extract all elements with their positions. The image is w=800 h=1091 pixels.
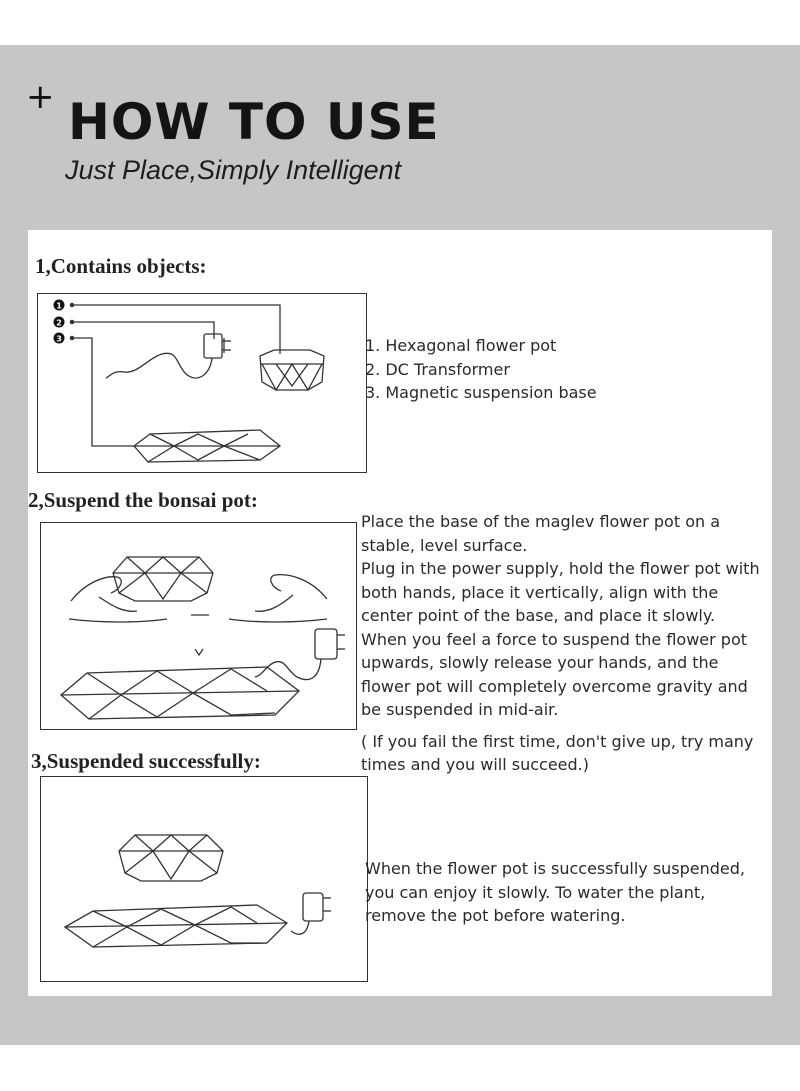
hands-holding-pot-icon [69,557,327,622]
marker-1-label: 1 [56,301,62,311]
page-subtitle: Just Place,Simply Intelligent [65,155,402,185]
down-arrow-icon [195,649,203,655]
transformer-icon [255,629,345,680]
suspend-instructions [361,510,771,777]
suspended-text: When the flower pot is successfully suspended, you can enjoy it slowly. To water the plant, remove the pot before watering. [365,859,746,925]
instructions-card [28,230,772,996]
suspension-base-icon [61,667,299,719]
plus-icon: + [26,77,55,117]
contents-item-2: 2. DC Transformer [365,359,510,379]
suspend-step-1: Place the base of the maglev flower pot on a stable, level surface. [361,512,721,555]
page-title: HOW TO USE [68,93,440,151]
transformer-icon [291,893,331,934]
suspended-diagram [40,776,368,982]
contents-diagram [37,293,367,473]
transformer-icon [106,334,231,378]
floating-pot-icon [119,835,223,881]
suspension-base-icon [65,905,287,947]
suspended-instructions [365,857,770,928]
section-1-heading: 1,Contains objects: [35,254,207,278]
contents-item-3: 3. Magnetic suspension base [365,383,597,402]
hexagonal-pot-icon [260,350,324,390]
section-3-heading: 3,Suspended successfully: [31,749,261,773]
section-2-heading: 2,Suspend the bonsai pot: [28,488,258,512]
marker-3-label: 3 [56,334,62,344]
suspend-step-2: Plug in the power supply, hold the flower pot with both hands, place it vertically, align with the center point of the base, and place it slowly. [361,559,760,625]
contents-item-1: 1. Hexagonal flower pot [365,336,557,355]
marker-1 [54,300,65,311]
suspend-step-3: When you feel a force to suspend the flower pot upwards, slowly release your hands, and the flower pot will completely overcome gravity and be suspended in mid-air. [361,629,748,719]
marker-2 [54,317,65,328]
suspend-diagram [40,522,357,730]
marker-2-label: 2 [56,318,62,328]
suspension-base-icon [134,430,280,462]
marker-3 [54,333,65,344]
contents-list [365,334,597,405]
suspend-note: ( If you fail the first time, don't give up, try many times and you will succeed.) [361,731,754,774]
